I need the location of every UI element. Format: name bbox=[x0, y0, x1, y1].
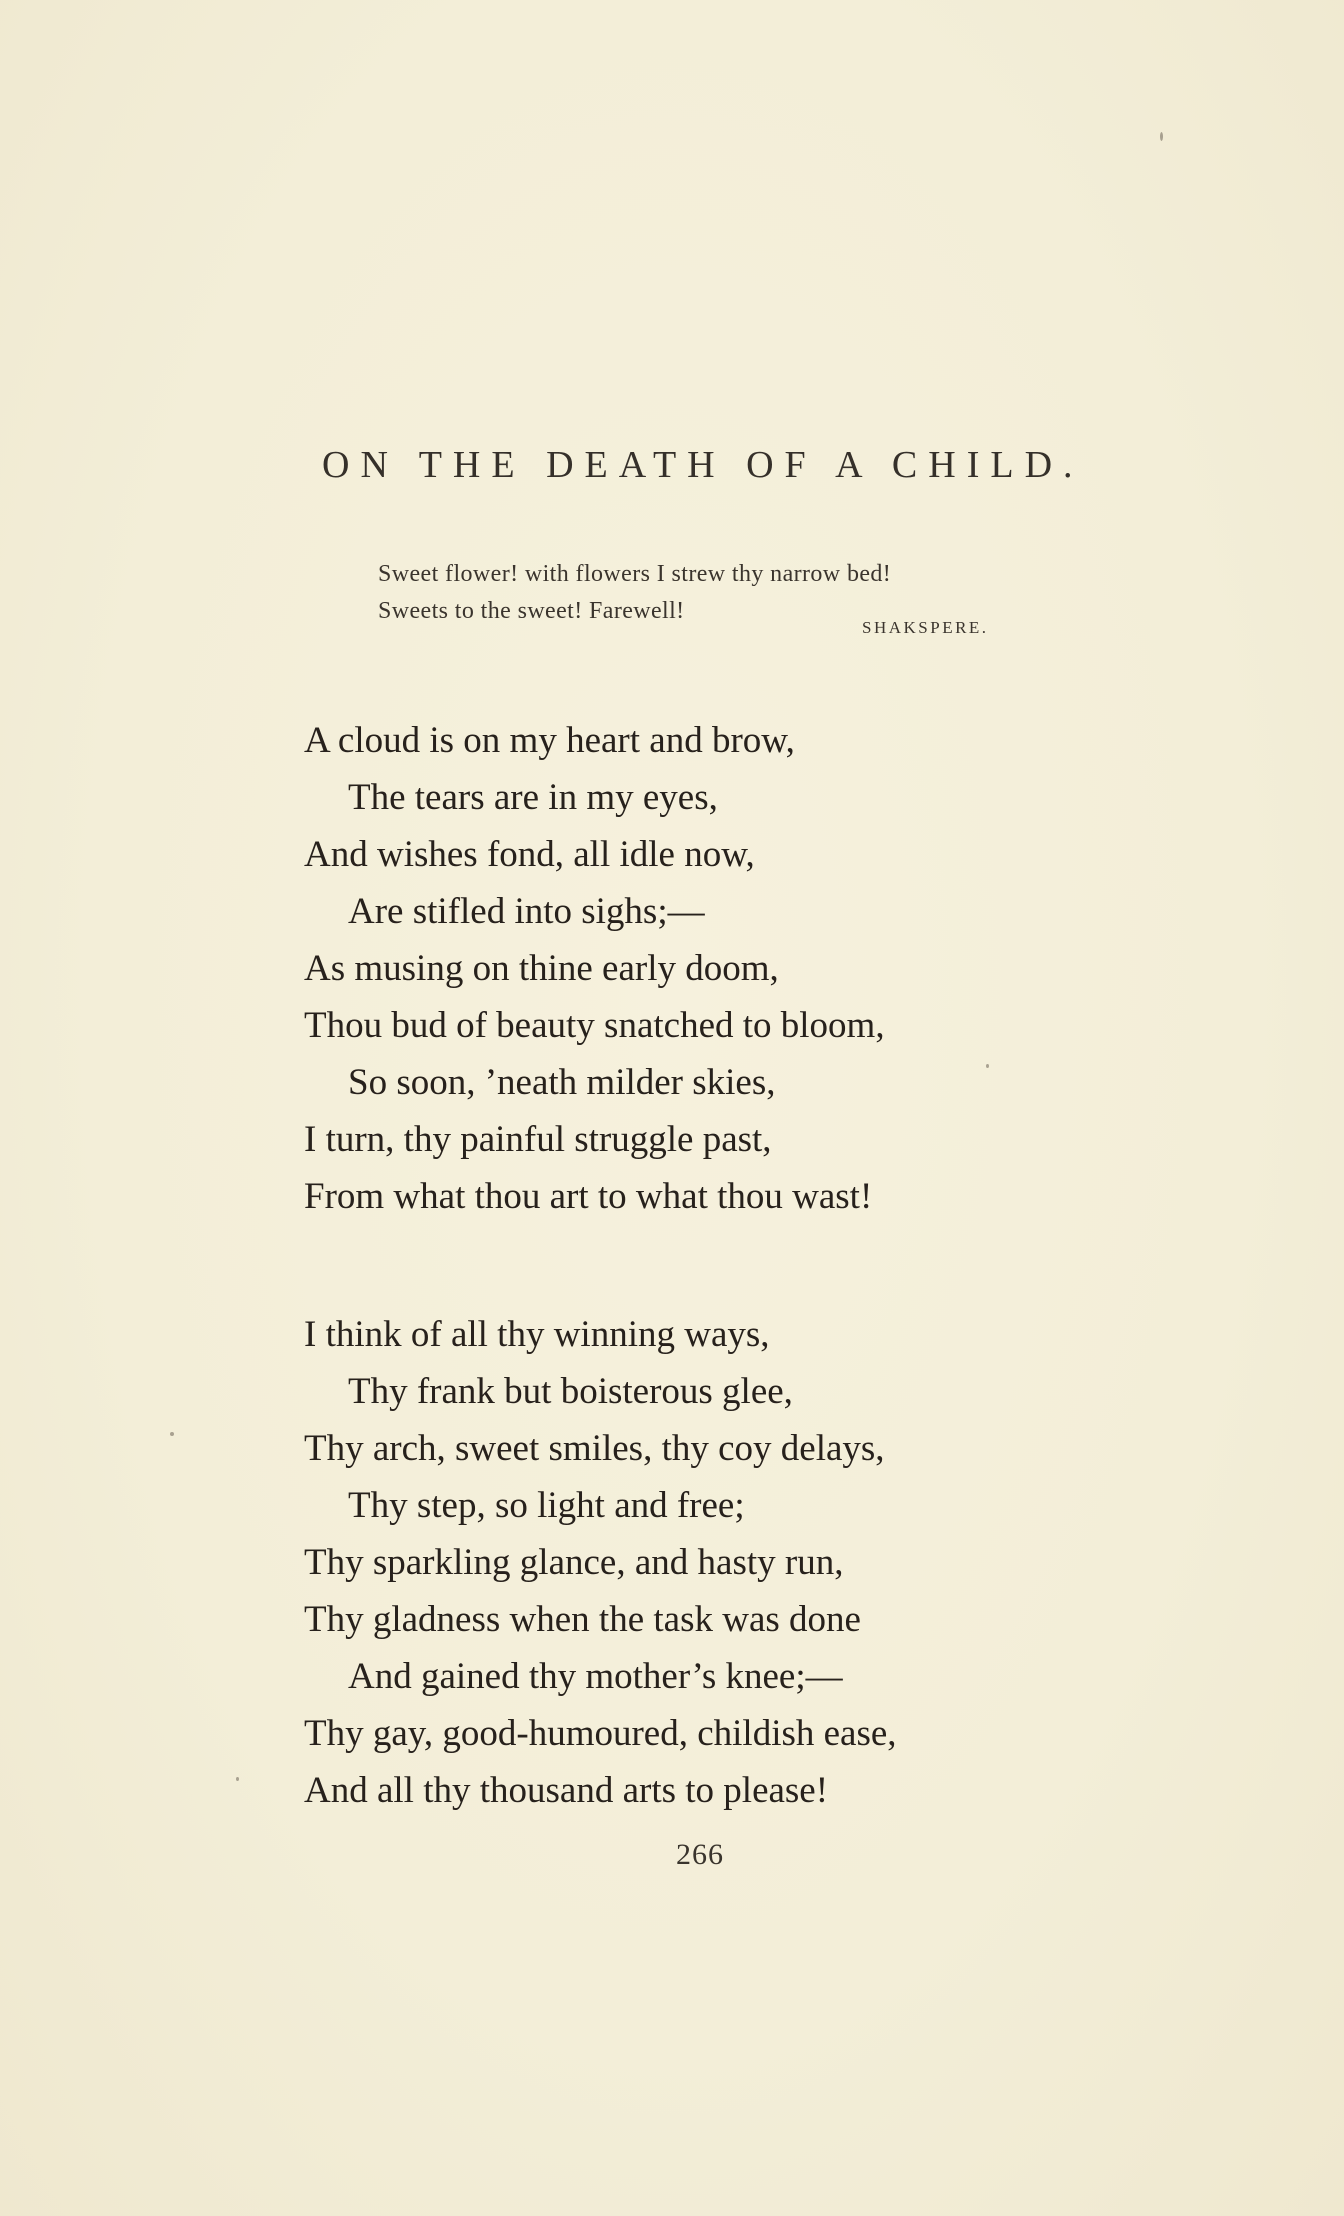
page-number: 266 bbox=[676, 1838, 724, 1871]
verse-line: I think of all thy winning ways, bbox=[304, 1314, 770, 1355]
verse-line: So soon, ’neath milder skies, bbox=[348, 1062, 776, 1103]
verse-line: Thy sparkling glance, and hasty run, bbox=[304, 1542, 844, 1583]
poem-title: ON THE DEATH OF A CHILD. bbox=[322, 444, 1084, 487]
verse-line: Thy gay, good-humoured, childish ease, bbox=[304, 1713, 897, 1754]
verse-line: Thy step, so light and free; bbox=[348, 1485, 745, 1526]
epigraph-line: Sweets to the sweet! Farewell! bbox=[378, 598, 685, 624]
paper-speck bbox=[1160, 132, 1163, 141]
epigraph-line: Sweet flower! with flowers I strew thy narrow bed! bbox=[378, 561, 892, 587]
paper-speck bbox=[236, 1777, 239, 1781]
verse-line: As musing on thine early doom, bbox=[304, 948, 779, 989]
stanza-2 bbox=[304, 1306, 897, 1819]
verse-line: Are stifled into sighs;— bbox=[348, 891, 705, 932]
verse-line: Thy gladness when the task was done bbox=[304, 1599, 861, 1640]
verse-line: Thy arch, sweet smiles, thy coy delays, bbox=[304, 1428, 885, 1469]
verse-line: And wishes fond, all idle now, bbox=[304, 834, 755, 875]
verse-line: The tears are in my eyes, bbox=[348, 777, 718, 818]
epigraph-attribution: SHAKSPERE. bbox=[862, 618, 989, 637]
verse-line: From what thou art to what thou wast! bbox=[304, 1176, 873, 1217]
verse-line: A cloud is on my heart and brow, bbox=[304, 720, 795, 761]
epigraph bbox=[378, 556, 891, 630]
verse-line: And gained thy mother’s knee;— bbox=[348, 1656, 843, 1697]
verse-line: And all thy thousand arts to please! bbox=[304, 1770, 829, 1811]
verse-line: Thy frank but boisterous glee, bbox=[348, 1371, 793, 1412]
verse-line: I turn, thy painful struggle past, bbox=[304, 1119, 772, 1160]
paper-speck bbox=[986, 1064, 989, 1068]
verse-line: Thou bud of beauty snatched to bloom, bbox=[304, 1005, 885, 1046]
stanza-1 bbox=[304, 712, 885, 1225]
paper-speck bbox=[170, 1432, 174, 1436]
